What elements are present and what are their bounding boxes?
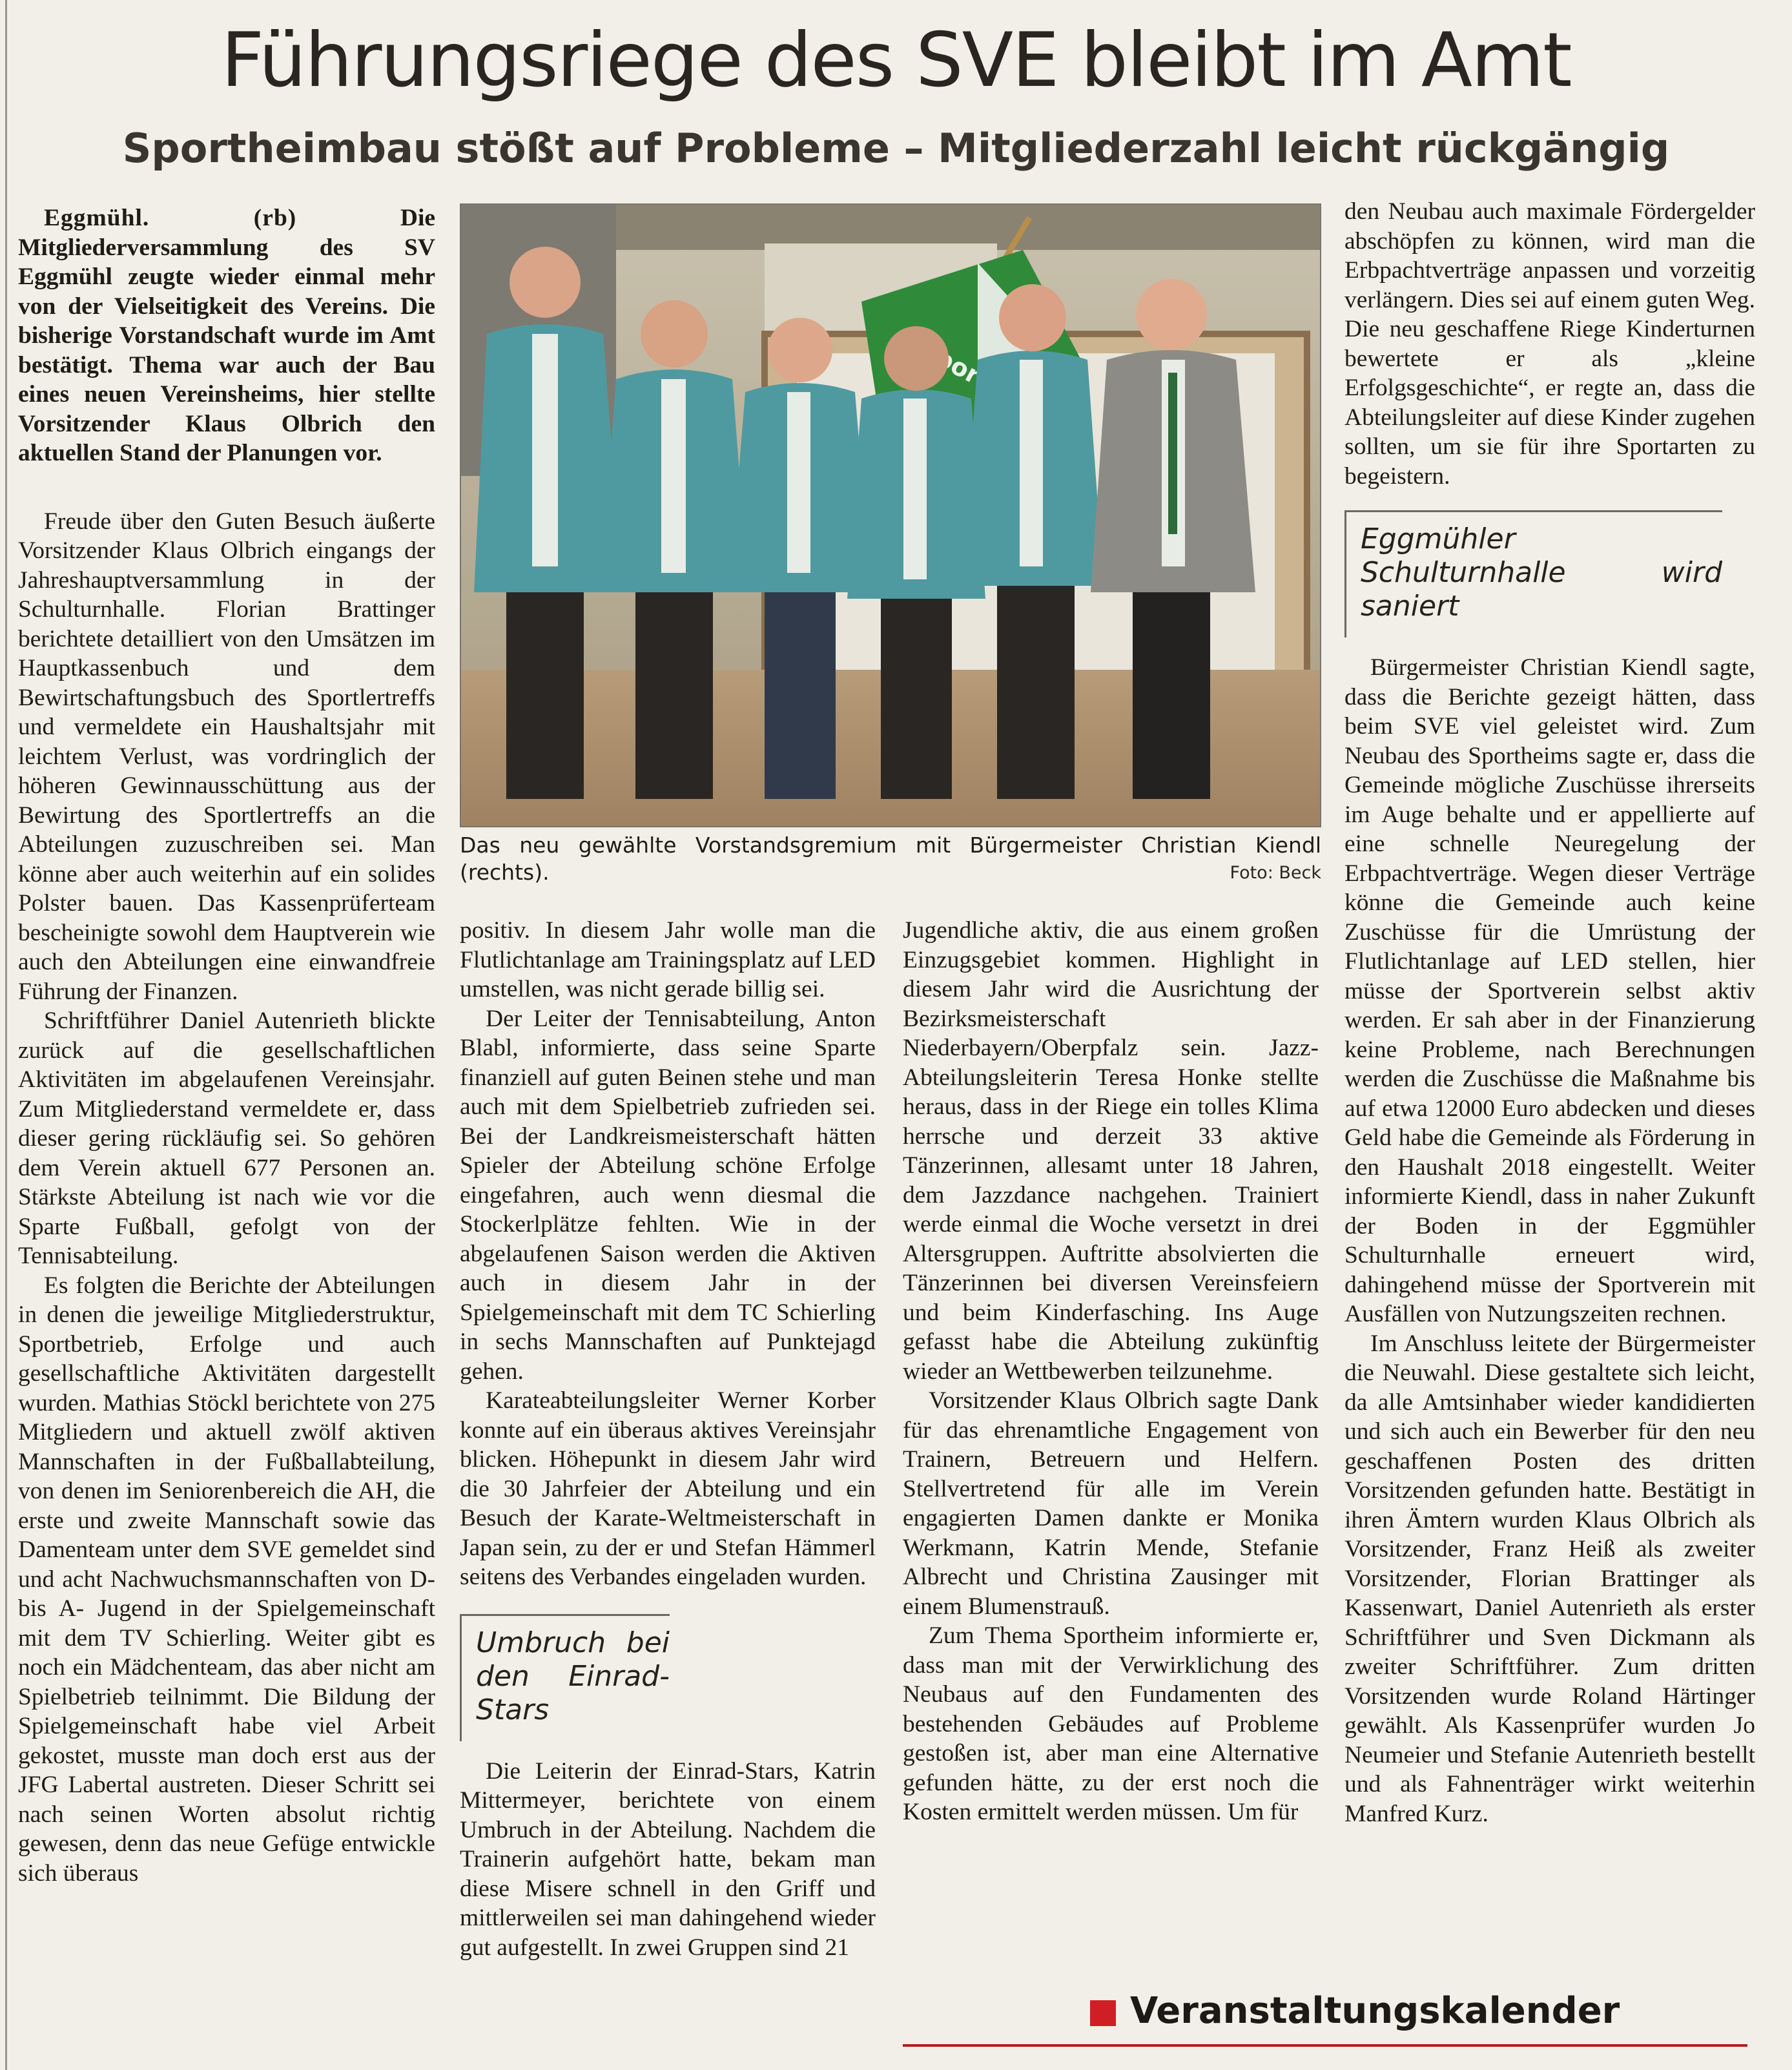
lead-paragraph (18, 203, 435, 468)
event-calendar-banner[interactable] (903, 1986, 1747, 2047)
column-4 (1344, 197, 1755, 1828)
body-paragraph: Vorsitzender Klaus Olbrich sagte Dank für das ehrenamtliche Engagement von Trainern, Betreuern und Helfern. Stellvertretend für alle im Verein engagierten Damen dankte er Monika Werkmann, Katrin Mende, Stefanie Albrecht und Christina Zausinger mit einem Blumenstrauß. (903, 1387, 1319, 1620)
article-subheadline: Sportheimbau stößt auf Probleme – Mitgliederzahl leicht rückgängig (122, 125, 1670, 172)
body-paragraph: Jugendliche aktiv, die aus einem großen Einzugsgebiet kommen. Highlight in diesem Jahr wird die Ausrichtung der Bezirksmeisterschaft Niederbayern/Oberpfalz sein. Jazz- Abteilungsleiterin Teresa Honke stellte heraus, dass in der Riege ein tolles Klima herrsche und derzeit 33 aktive Tänzerinnen, allesamt unter 18 Jahren, dem Jazzdance nachgehen. Trainiert werde einmal die Woche versetzt in drei Altersgruppen. Auftritte absolvierten die Tänzerinnen bei diversen Vereinsfeiern und beim Kinderfasching. Ins Auge gefasst habe die Abteilung zukünftig wieder an Wettbewerben teilzunehme. (903, 917, 1319, 1385)
body-paragraph: Karateabteilungsleiter Werner Korber konnte auf ein überaus aktives Vereinsjahr blicken. Höhepunkt in diesem Jahr wird die 30 Jahrfeier der Abteilung und ein Besuch der Karate-Weltmeisterschaft in Japan sein, zu der er und Stefan Hämmerl seitens des Verbandes eingeladen wurden. (460, 1387, 876, 1590)
photo-caption: Das neu gewählte Vorstandsgremium mit Bürgermeister Christian Kiendl (rechts). (460, 833, 1321, 885)
column-2 (460, 916, 876, 1962)
article-photo (460, 203, 1321, 827)
body-paragraph: Im Anschluss leitete der Bürgermeister die Neuwahl. Diese gestaltete sich leicht, da alle Amtsinhaber wieder kandidierten und sich auch ein Bewerber für den neu geschaffenen Posten des dritten Vorsitzenden gefunden hatte. Bestätigt in ihren Ämtern wurden Klaus Olbrich als Vorsitzender, Franz Heiß als zweiter Vorsitzender, Florian Brattinger als Kassenwart, Daniel Autenrieth als erster Schriftführer und Sven Dickmann als zweiter Schriftführer. Zum dritten Vorsitzenden wurde Roland Härtinger gewählt. Als Kassenprüfer wurden Jo Neumeier und Stefanie Autenrieth bestellt und als Fahnenträger wirkt weiterhin Manfred Kurz. (1344, 1330, 1755, 1827)
article-headline: Führungsriege des SVE bleibt im Amt (221, 17, 1571, 104)
section-heading: Eggmühler Schulturnhalle wird saniert (1344, 510, 1722, 637)
dateline: Eggmühl. (rb) (44, 205, 297, 231)
body-paragraph: Freude über den Guten Besuch äußerte Vorsitzender Klaus Olbrich eingangs der Jahreshauptversammlung in der Schulturnhalle. Florian Brattinger berichtete detailliert von den Umsätzen im Hauptkassenbuch und dem Bewirtschaftungsbuch des Sportlertreffs und vermeldete ein Haushaltsjahr mit leichtem Verlust, was vordringlich der höheren Gewinnausschüttung aus der Bewirtung des Sportlertreffs an die Abteilungen zuzuschreiben sei. Man könne aber auch weiterhin auf ein solides Polster bauen. Das Kassenprüferteam bescheinigte sowohl dem Hauptverein wie auch den Abteilungen eine einwandfreie Führung der Finanzen. (18, 508, 435, 1005)
column-1 (18, 203, 435, 1888)
group-photo (461, 205, 1320, 826)
photo-credit: Foto: Beck (1230, 863, 1321, 883)
column-3 (903, 916, 1319, 1827)
body-paragraph: Schriftführer Daniel Autenrieth blickte zurück auf die gesellschaftlichen Aktivitäten im abgelaufenen Vereinsjahr. Zum Mitgliederstand vermeldete er, dass dieser gering rückläufig sei. So gehören dem Verein aktuell 677 Personen an. Stärkste Abteilung ist nach wie vor die Sparte Fußball, gefolgt von der Tennisabteilung. (18, 1008, 435, 1269)
body-paragraph: den Neubau auch maximale Fördergelder abschöpfen zu können, wird man die Erbpachtverträge anpassen und vorzeitig verlängern. Dies sei auf einem guten Weg. Die neu geschaffene Riege Kinderturnen bewertete er als „kleine Erfolgsgeschichte“, er regte an, dass die Abteilungsleiter auf diese Kinder zugehen sollten, um sie für ihre Sportarten zu begeistern. (1344, 198, 1755, 490)
body-paragraph: Es folgten die Berichte der Abteilungen in denen die jeweilige Mitgliederstruktur, Sportbetrieb, Erfolge und auch gesellschaftliche Aktivitäten dargestellt wurden. Mathias Stöckl berichtete von 275 Mitgliedern und aktuell zwölf aktiven Mannschaften in der Fußballabteilung, von denen im Seniorenbereich die AH, die erste und zweite Mannschaft sowie das Damenteam unter dem SVE gemeldet sind und acht Nachwuchsmannschaften von D- bis A- Jugend in der Spielgemeinschaft mit dem TV Schierling. Weiter gibt es noch ein Mädchenteam, das aber nicht am Spielbetrieb teilnimmt. Die Bildung der Spielgemeinschaft habe viel Arbeit gekostet, musste man doch erst aus der JFG Labertal austreten. Dieser Schritt sei nach seinen Worten absolut richtig gewesen, denn das neue Gefüge entwickle sich überaus (18, 1272, 435, 1887)
lead-text: Die Mitgliederversammlung des SV Eggmühl zeugte wieder einmal mehr von der Vielseitigkeit des Vereins. Die bisherige Vorstandschaft wurde im Amt bestätigt. Thema war auch der Bau eines neuen Vereinsheims, hier stellte Vorsitzender Klaus Olbrich den aktuellen Stand der Planungen vor. (18, 205, 436, 466)
red-square-icon (1090, 2000, 1116, 2026)
page-edge-rule (5, 0, 7, 2070)
body-paragraph: Zum Thema Sportheim informierte er, dass man mit der Verwirklichung des Neubaus auf den Fundamenten des bestehenden Gebäudes auf Probleme gestoßen ist, aber man eine Alternative gefunden hätte, zu der erst noch die Kosten ermittelt werden müssen. Um für (903, 1622, 1319, 1825)
event-calendar-label: Veranstaltungskalender (1130, 1990, 1620, 2032)
body-paragraph: positiv. In diesem Jahr wolle man die Flutlichtanlage am Trainingsplatz auf LED umstellen, was nicht gerade billig sei. (460, 917, 876, 1002)
body-paragraph: Die Leiterin der Einrad-Stars, Katrin Mittermeyer, berichtete von einem Umbruch in der Abteilung. Nachdem die Trainerin aufgehört hatte, bekam man diese Misere schnell in den Griff und mittlerweilen sei man dahingehend wieder gut aufgestellt. In zwei Gruppen sind 21 (460, 1757, 876, 1961)
body-paragraph: Der Leiter der Tennisabteilung, Anton Blabl, informierte, dass seine Sparte finanziell auf guten Beinen stehe und man auch mit dem Spielbetrieb zufrieden sei. Bei der Landkreismeisterschaft hätten Spieler der Abteilung schöne Erfolge eingefahren, auch wenn diesmal die Stockerlplätze fehlten. Wie in der abgelaufenen Saison werden die Aktiven auch in diesem Jahr in der Spielgemeinschaft mit dem TC Schierling in sechs Mannschaften auf Punktejagd gehen. (460, 1005, 876, 1385)
section-heading: Umbruch bei den Einrad-Stars (460, 1614, 670, 1741)
body-paragraph: Bürgermeister Christian Kiendl sagte, dass die Berichte gezeigt hätten, dass beim SVE viel geleistet wird. Zum Neubau des Sportheims sagte er, dass die Gemeinde mögliche Zuschüsse ihrerseits im Auge behalte und er appellierte auf eine schnelle Neuregelung der Erbpachtverträge. Wegen dieser Verträge könne die Gemeinde auch keine Zuschüsse für die Umrüstung der Flutlichtanlage auf LED stellen, hier müsse der Sportverein selbst aktiv werden. Er sah aber in der Finanzierung keine Probleme, nach Berechnungen werden die Zuschüsse die Maßnahme bis auf etwa 12000 Euro abdecken und dieses Geld habe die Gemeinde als Förderung in den Haushalt 2018 eingestellt. Weiter informierte Kiendl, dass in naher Zukunft der Boden in der Eggmühler Schulturnhalle erneuert wird, dahingehend müsse der Sportverein mit Ausfällen von Nutzungszeiten rechnen. (1344, 654, 1755, 1327)
